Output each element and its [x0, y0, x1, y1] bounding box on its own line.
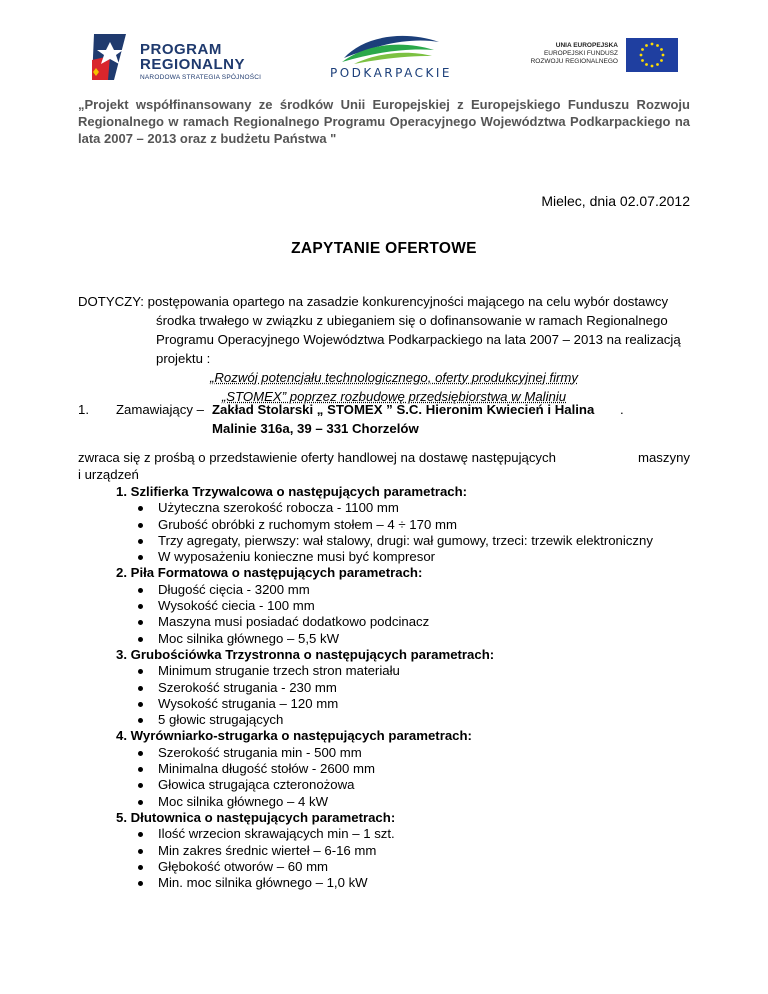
concern-line1: DOTYCZY: postępowania opartego na zasadzie konkurencyjności mającego na celu wybór dostawcy	[78, 294, 669, 309]
program-subtitle: NARODOWA STRATEGIA SPÓJNOŚCI	[140, 74, 262, 81]
param-item: Grubość obróbki z ruchomym stołem – 4 ÷ 170 mm	[78, 517, 690, 533]
param-item: W wyposażeniu konieczne musi być kompresor	[78, 549, 690, 565]
document-date: Mielec, dnia 02.07.2012	[541, 193, 690, 209]
eu-text-line1: UNIA EUROPEJSKA	[555, 42, 618, 49]
intro-line1	[78, 450, 690, 467]
machine-item	[78, 484, 690, 565]
podkarpackie-text: PODKARPACKIE	[330, 66, 452, 80]
param-item: 5 głowic strugających	[78, 712, 690, 728]
param-item: Ilość wrzecion skrawających min – 1 szt.	[78, 826, 690, 842]
param-item: Min zakres średnic wierteł – 6-16 mm	[78, 843, 690, 859]
program-regionalny-logo	[90, 32, 290, 84]
param-item: Szerokość strugania min - 500 mm	[78, 745, 690, 761]
client-address: Malinie 316a, 39 – 331 Chorzelów	[212, 421, 419, 436]
intro-paragraph	[78, 450, 690, 483]
concern-line3: Programu Operacyjnego Województwa Podkarpackiego na lata 2007 – 2013 na realizacją	[156, 332, 681, 347]
param-item: Moc silnika głównego – 4 kW	[78, 794, 690, 810]
project-name-line2: „STOMEX” poprzez rozbudowę przedsiębiorstwa w Maliniu	[221, 389, 567, 404]
param-item: Wysokość ciecia - 100 mm	[78, 598, 690, 614]
machine-params	[78, 663, 690, 728]
param-item: Minimum struganie trzech stron materiału	[78, 663, 690, 679]
param-item: Moc silnika głównego – 5,5 kW	[78, 631, 690, 647]
podkarpackie-hills-icon	[324, 28, 454, 68]
param-item: Użyteczna szerokość robocza - 1100 mm	[78, 500, 690, 516]
param-item: Głowica strugająca czteronożowa	[78, 777, 690, 793]
client-number: 1.	[78, 402, 89, 417]
concern-section	[78, 292, 690, 406]
machine-item	[78, 647, 690, 728]
param-item: Głębokość otworów – 60 mm	[78, 859, 690, 875]
intro-line1-end: maszyny	[637, 450, 690, 465]
cofinancing-banner: „Projekt współfinansowany ze środków Unii Europejskiej z Europejskiego Funduszu Rozwoju Regionalnego w ramach Regionalnego Programu Operacyjnego Województwa Podkarpackiego na lata 2007 – 2013 oraz z budżetu Państwa "	[78, 97, 690, 146]
concern-line2: środka trwałego w związku z ubieganiem się o dofinansowanie w ramach Regionalnego	[156, 313, 668, 328]
client-label: Zamawiający –	[116, 402, 204, 417]
param-item: Długość cięcia - 3200 mm	[78, 582, 690, 598]
program-title-line1: PROGRAM	[140, 41, 222, 58]
machine-params	[78, 582, 690, 647]
intro-line2: i urządzeń	[78, 466, 139, 482]
page-title: ZAPYTANIE OFERTOWE	[291, 240, 477, 257]
machine-item	[78, 565, 690, 646]
program-title-line2: REGIONALNY	[140, 56, 246, 73]
param-item: Wysokość strugania – 120 mm	[78, 696, 690, 712]
machine-title: 5. Dłutownica o następujących parametrach:	[116, 809, 396, 825]
machine-list	[78, 484, 690, 891]
eu-logo	[526, 38, 678, 78]
machine-title: 2. Piła Formatowa o następujących parametrach:	[116, 565, 423, 581]
machine-item	[78, 728, 690, 809]
param-item: Szerokość strugania - 230 mm	[78, 680, 690, 696]
param-item: Trzy agregaty, pierwszy: wał stalowy, drugi: wał gumowy, trzeci: trzewik elektroniczny	[78, 533, 690, 549]
podkarpackie-logo	[324, 28, 454, 88]
machine-item	[78, 810, 690, 891]
machine-params	[78, 500, 690, 565]
machine-params	[78, 745, 690, 810]
project-name-line1: „Rozwój potencjału technologicznego, oferty produkcyjnej firmy	[210, 370, 578, 385]
eu-text-line3: ROZWOJU REGIONALNEGO	[530, 58, 618, 65]
param-item: Minimalna długość stołów - 2600 mm	[78, 761, 690, 777]
eu-text-line2: EUROPEJSKI FUNDUSZ	[543, 50, 618, 57]
machine-title: 4. Wyrówniarko-strugarka o następujących parametrach:	[116, 728, 472, 744]
machine-params	[78, 826, 690, 891]
client-name: Zakład Stolarski „ STOMEX ” S.C. Hieronim Kwiecień i Halina	[212, 402, 595, 417]
param-item: Maszyna musi posiadać dodatkowo podcinacz	[78, 614, 690, 630]
intro-line1-text: zwraca się z prośbą o przedstawienie oferty handlowej na dostawę następujących	[78, 450, 556, 465]
client-dot: .	[620, 402, 624, 417]
machine-title: 1. Szlifierka Trzywalcowa o następujących parametrach:	[116, 484, 468, 499]
eu-text	[508, 42, 618, 66]
concern-line4: projektu :	[156, 351, 211, 366]
eu-flag-icon	[626, 38, 678, 72]
machine-title: 3. Grubościówka Trzystronna o następujących parametrach:	[116, 646, 495, 662]
program-regionalny-emblem-icon	[90, 32, 136, 82]
param-item: Min. moc silnika głównego – 1,0 kW	[78, 875, 690, 891]
header-logos	[78, 28, 690, 88]
